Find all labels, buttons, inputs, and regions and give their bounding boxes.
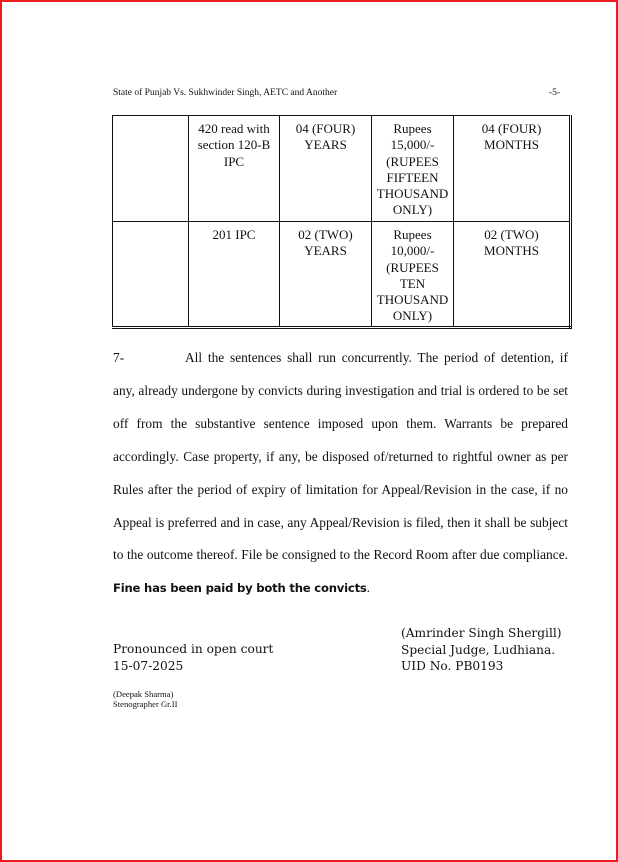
paragraph-end: .: [366, 580, 370, 596]
paragraph-text: All the sentences shall run concurrently. The period of detention, if any, already undergone by convicts during investigation and trial is ordered to be set off from the substantive sentence imposed upon them. Warrants be prepared accordingly. Case property, if any, be disposed of/returned to rightful owner as per Rules after the period of expiry of limitation for Appeal/Revision in the case, if no Appeal is preferred and in case, any Appeal/Revision is filed, then it shall be subject to the outcome thereof. File be consigned to the Record Room after due compliance.: [113, 350, 568, 563]
stenographer-block: [113, 690, 177, 709]
imprisonment-cell: 04 (FOUR) YEARS: [280, 116, 372, 222]
accused-cell: [113, 222, 189, 328]
pronounced-label: Pronounced in open court: [113, 642, 274, 656]
page-number: -5-: [548, 88, 560, 98]
offence-cell: 420 read with section 120-B IPC: [189, 116, 280, 222]
default-sentence-cell: 04 (FOUR) MONTHS: [454, 116, 571, 222]
judge-designation: Special Judge, Ludhiana.: [401, 642, 556, 657]
fine-cell: Rupees 15,000/- (RUPEES FIFTEEN THOUSAND ONLY): [372, 116, 454, 222]
default-sentence-cell: 02 (TWO) MONTHS: [454, 222, 571, 328]
table-row: [113, 222, 571, 328]
running-header: [113, 87, 560, 99]
stenographer-designation: Stenographer Gr.II: [113, 698, 178, 709]
offence-cell: 201 IPC: [189, 222, 280, 328]
judge-uid: UID No. PB0193: [401, 659, 504, 673]
fine-cell: Rupees 10,000/- (RUPEES TEN THOUSAND ONLY): [372, 222, 454, 328]
pronounced-date: 15-07-2025: [113, 658, 184, 673]
stenographer-name: (Deepak Sharma): [113, 689, 174, 699]
judge-name: (Amrinder Singh Shergill): [401, 626, 562, 640]
pronouncement-block: [113, 641, 273, 674]
case-title: State of Punjab Vs. Sukhwinder Singh, AETC and Another: [113, 88, 338, 98]
fine-paid-statement: Fine has been paid by both the convicts: [113, 581, 367, 596]
paragraph-7: [113, 342, 568, 605]
accused-cell: [113, 116, 189, 222]
table-row: [113, 116, 571, 222]
imprisonment-cell: 02 (TWO) YEARS: [280, 222, 372, 328]
judge-signature-block: [401, 625, 562, 675]
sentence-table: [112, 115, 572, 329]
paragraph-number: 7-: [113, 350, 125, 365]
